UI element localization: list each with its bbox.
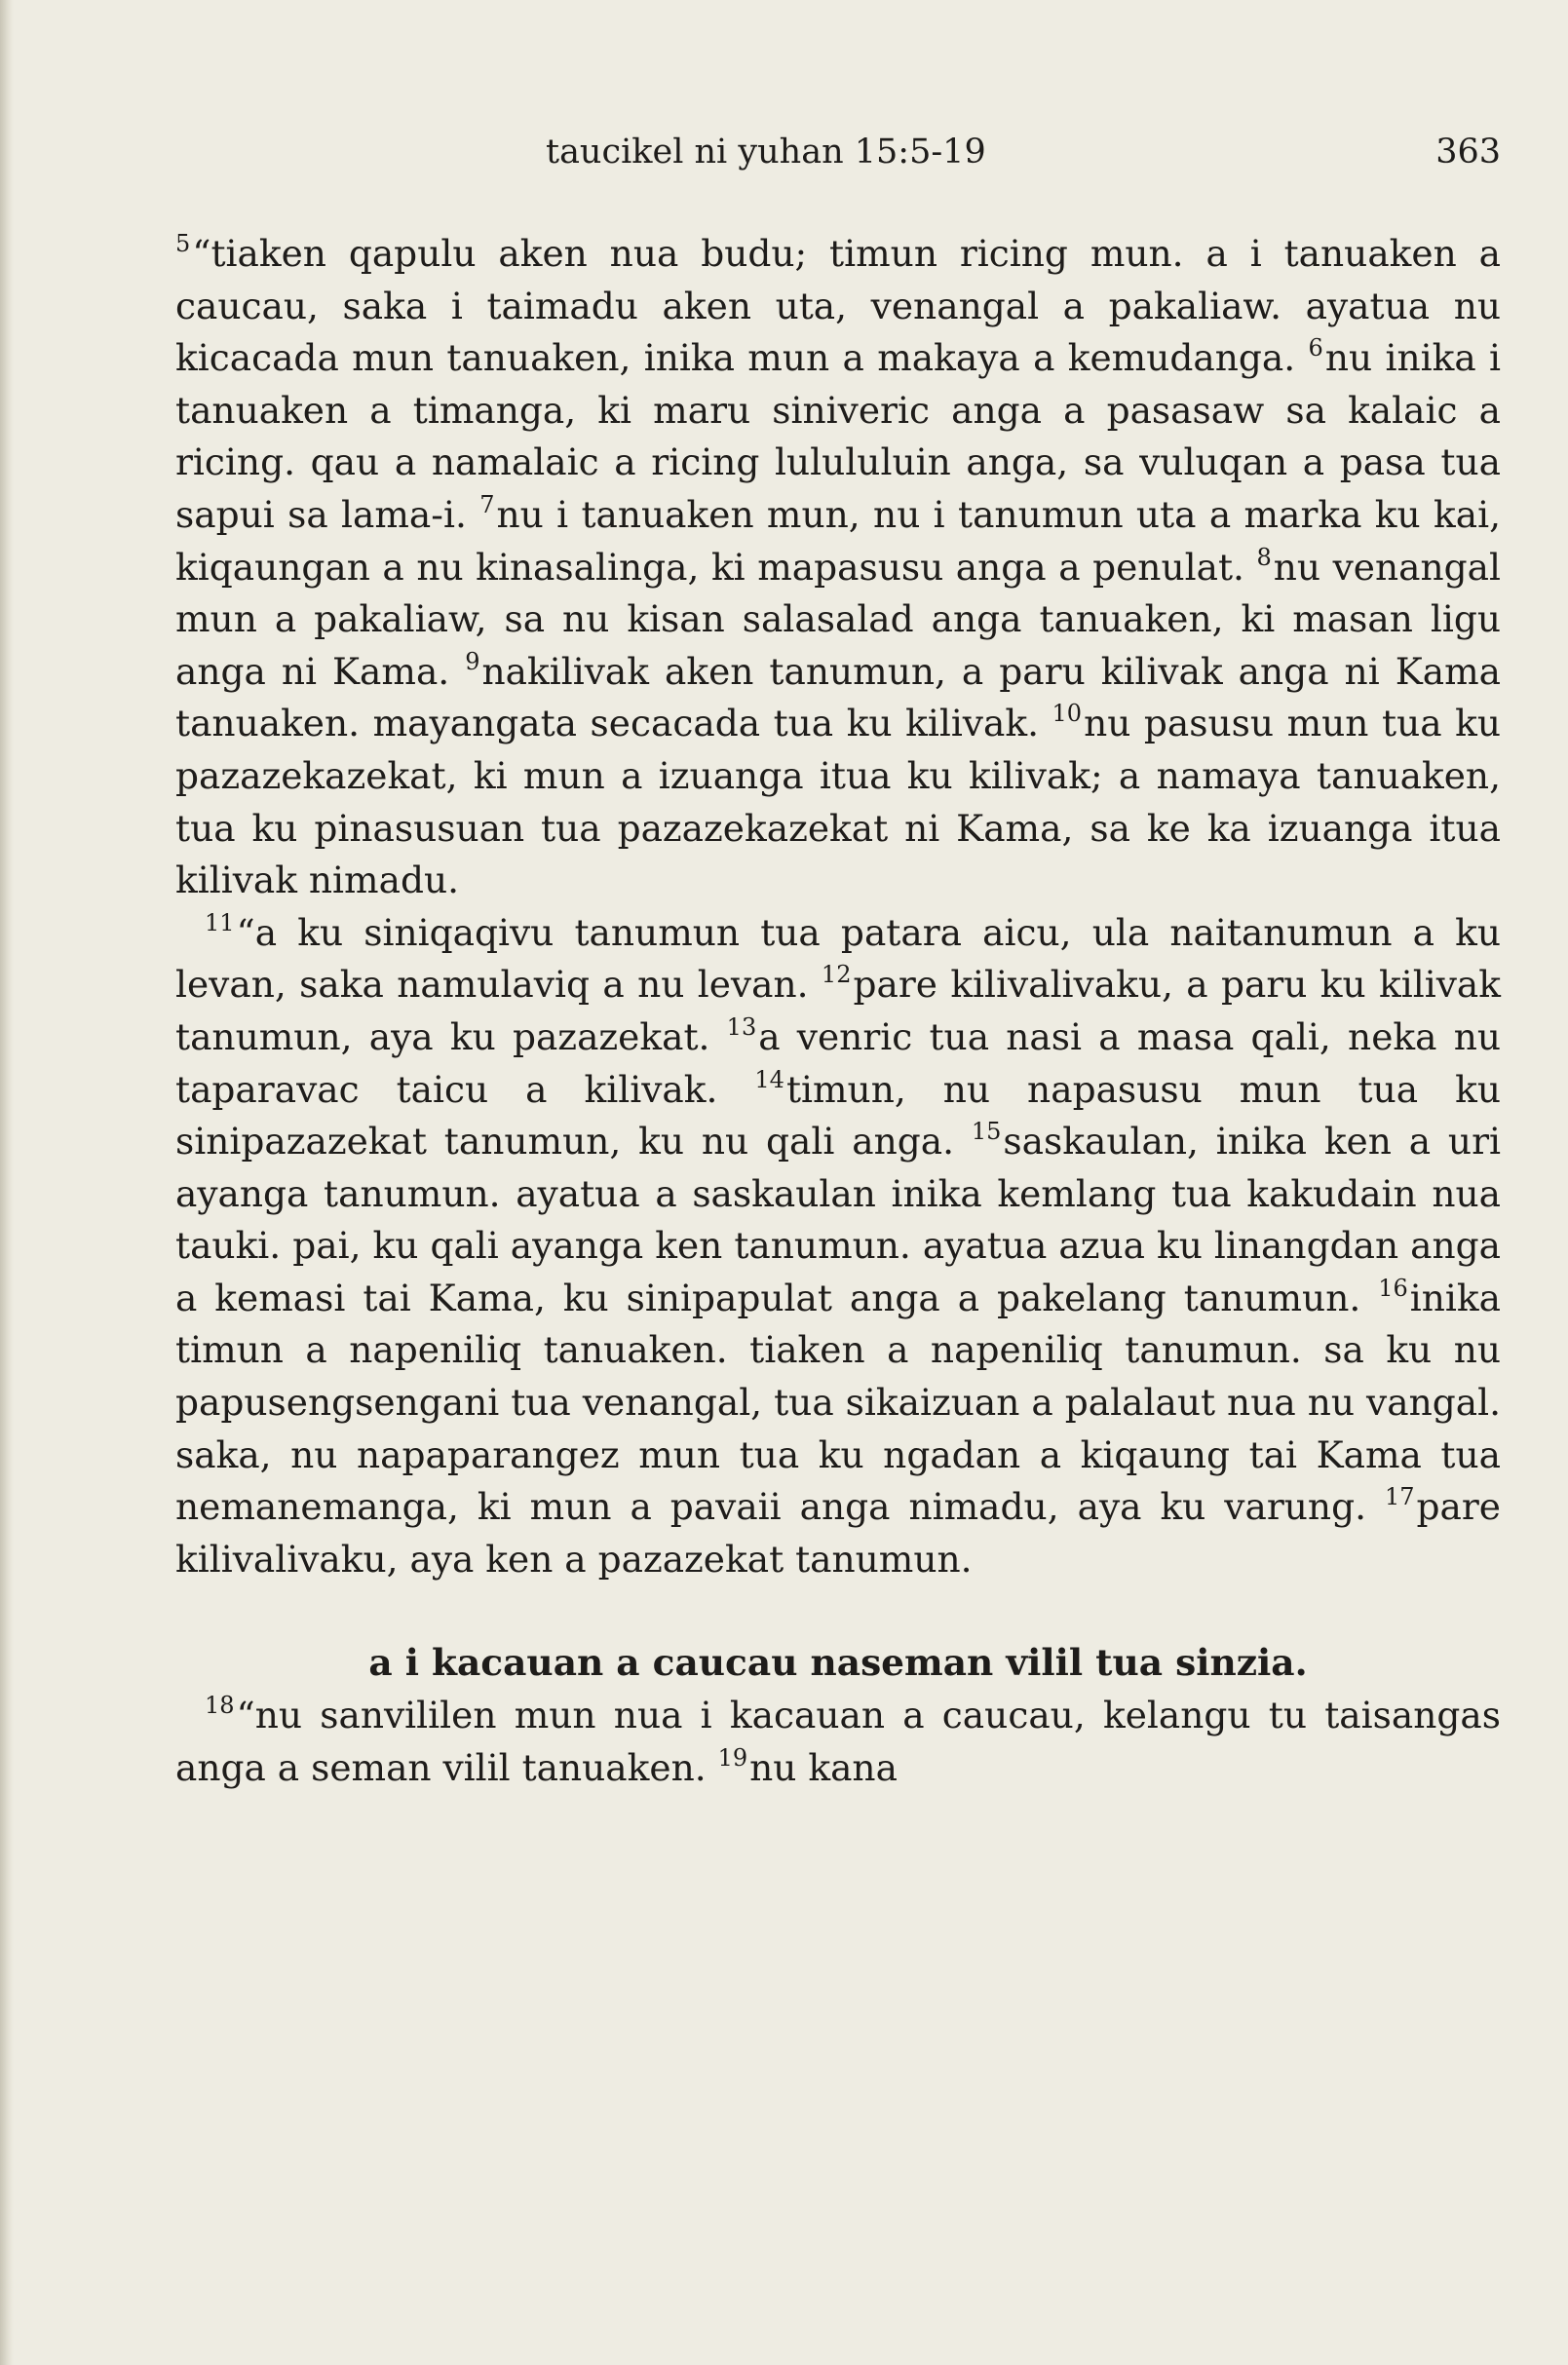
page-number: 363: [1435, 133, 1501, 172]
verse-number: 19: [717, 1743, 748, 1772]
verse-number: 10: [1052, 700, 1083, 728]
section-heading: a i kacauan a caucau naseman vilil tua sinzia.: [368, 1641, 1308, 1685]
verse-number: 14: [754, 1065, 784, 1093]
verse-number: 7: [479, 490, 495, 518]
verse-text: “tiaken qapulu aken nua budu; timun ricing mun. a i tanuaken a caucau, saka i taimadu aken uta, venangal a pakaliaw. ayatua nu kicacada mun tanuaken, inika mun a makaya a kemudanga.: [175, 232, 1501, 380]
verse-text: inika timun a napeniliq tanuaken. tiaken a napeniliq tanumun. sa ku nu papusengsengani tua venangal, tua sikaizuan a palalaut nua nu vangal. saka, nu napaparangez mun tua ku ngadan a kiqaung tai Kama tua nemanemanga, ki mun a pavaii anga nimadu, aya ku varung.: [175, 1276, 1501, 1529]
verse-number: 5: [175, 230, 191, 257]
verse-number: 6: [1308, 334, 1323, 362]
verse-19: [717, 1743, 898, 1789]
verse-text: saskaulan, inika ken a uri ayanga tanumun. ayatua a saskaulan inika kemlang tua kakudain nua tauki. pai, ku qali ayanga ken tanumun. ayatua azua ku linangdan anga a kemasi tai Kama, ku sinipapulat anga a pakelang tanumun.: [175, 1120, 1501, 1319]
paragraph-verses-11-17: [175, 907, 1501, 1586]
verse-number: 11: [205, 908, 235, 936]
verse-text: a venric tua nasi a masa qali, neka nu taparavac taicu a kilivak.: [175, 1014, 1501, 1111]
verse-5: [175, 232, 1501, 379]
text-column: [175, 228, 1501, 1794]
verse-number: 8: [1256, 543, 1272, 571]
verse-text: timun, nu napasusu mun tua ku sinipazazekat tanumun, ku nu qali anga.: [175, 1067, 1501, 1163]
verse-number: 17: [1384, 1483, 1415, 1511]
verse-text: nu i tanuaken mun, nu i tanumun uta a marka ku kai, kiqaungan a nu kinasalinga, ki mapasusu anga a penulat.: [175, 492, 1501, 589]
verse-number: 13: [726, 1012, 757, 1041]
running-title: taucikel ni yuhan 15:5-19: [546, 133, 986, 172]
page-binding-edge: [0, 0, 14, 2365]
verse-text: nakilivak aken tanumun, a paru kilivak anga ni Kama tanuaken. mayangata secacada tua ku kilivak.: [175, 649, 1501, 745]
page-header: [546, 123, 1501, 181]
verse-text: pare kilivalivaku, aya ken a pazazekat tanumun.: [175, 1485, 1501, 1581]
verse-text: pare kilivalivaku, a paru ku kilivak tanumun, aya ku pazazekat.: [175, 963, 1502, 1058]
verse-number: 18: [205, 1692, 235, 1720]
verse-number: 15: [971, 1118, 1002, 1146]
verse-number: 16: [1378, 1274, 1408, 1302]
verse-number: 9: [465, 647, 480, 675]
paragraph-verses-18-19: [175, 1690, 1501, 1794]
verse-text: nu inika i tanuaken a timanga, ki maru siniveric anga a pasasaw sa kalaic a ricing. qau a namalaic a ricing lulululuin anga, sa vuluqan a pasa tua sapui sa lama-i.: [175, 336, 1502, 536]
verse-text: “a ku siniqaqivu tanumun tua patara aicu, ula naitanumun a ku levan, saka namulaviq a nu levan.: [175, 910, 1501, 1007]
verse-text: nu venangal mun a pakaliaw, sa nu kisan salasalad anga tanuaken, ki masan ligu anga ni Kama.: [175, 545, 1501, 693]
verse-text: “nu sanvililen mun nua i kacauan a caucau, kelangu tu taisangas anga a seman vilil tanuaken.: [175, 1694, 1501, 1789]
verse-text: nu kana: [749, 1745, 898, 1789]
verse-number: 12: [821, 961, 852, 989]
verse-text: nu pasusu mun tua ku pazazekazekat, ki mun a izuanga itua ku kilivak; a namaya tanuaken, tua ku pinasusuan tua pazazekazekat ni Kama, sa ke ka izuanga itua kilivak nimadu.: [175, 702, 1501, 902]
paragraph-verses-5-10: [175, 228, 1501, 907]
